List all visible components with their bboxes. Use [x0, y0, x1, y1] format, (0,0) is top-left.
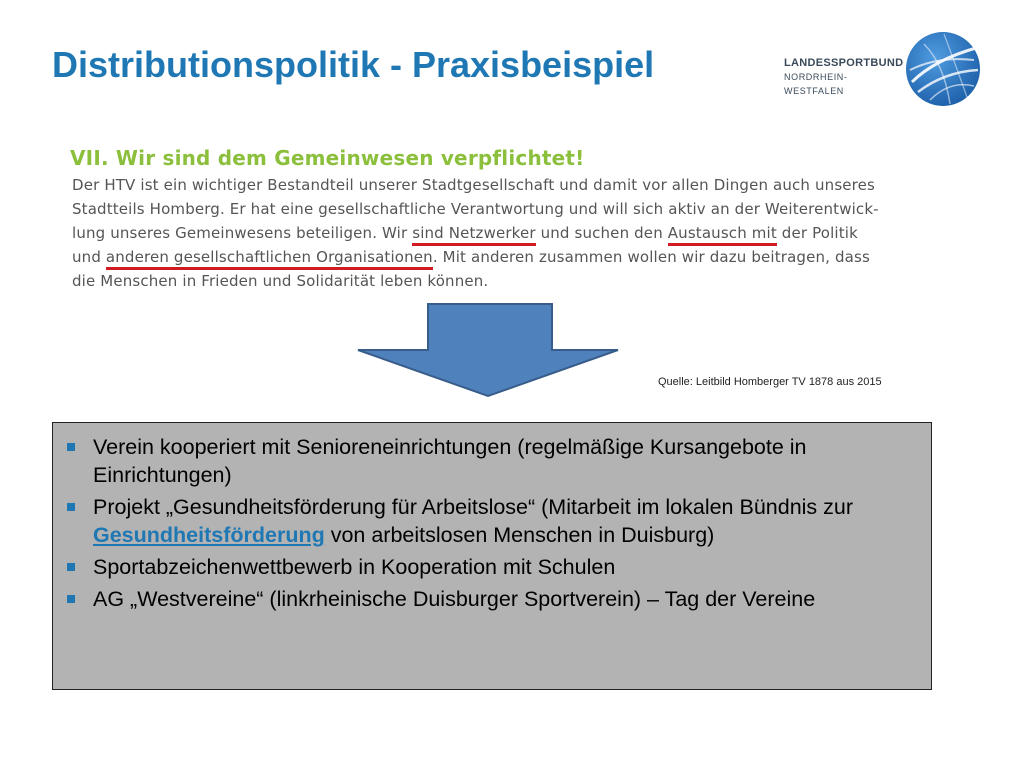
slide-title: Distributionspolitik - Praxisbeispiel [52, 44, 655, 85]
bullet-item [67, 433, 919, 489]
excerpt-text: . Mit anderen zusammen wollen wir dazu beitragen, dass [432, 248, 870, 266]
excerpt-text: lung unseres Gemeinwesens beteiligen. Wir [72, 224, 413, 242]
excerpt-line-2: Stadtteils Homberg. Er hat eine gesellschaftliche Verantwortung und will sich aktiv an der Weiterentwick- [72, 200, 879, 218]
underlined-phrase-organisationen: anderen gesellschaftlichen Organisationen [106, 248, 433, 270]
source-caption: Quelle: Leitbild Homberger TV 1878 aus 2015 [658, 376, 882, 388]
bullet-item [67, 585, 919, 613]
excerpt-text: und [72, 248, 106, 266]
logo-line-2: NORDRHEIN-WESTFALEN [784, 72, 848, 96]
underlined-phrase-austausch: Austausch mit [668, 224, 777, 246]
bullet-text: Verein kooperiert mit Senioreneinrichtungen (regelmäßige Kursangebote in Einrichtungen) [93, 435, 807, 487]
excerpt-text: und suchen den [535, 224, 668, 242]
bullet-item [67, 553, 919, 581]
excerpt-line-3 [72, 224, 858, 242]
bullet-text: Projekt „Gesundheitsförderung für Arbeitslose“ (Mitarbeit im lokalen Bündnis zur [93, 495, 854, 519]
underlined-phrase-netzwerker: sind Netzwerker [412, 224, 535, 246]
gesundheitsfoerderung-link[interactable]: Gesundheitsförderung [93, 523, 325, 547]
bullet-box [52, 422, 932, 690]
landessportbund-logo-icon [904, 30, 982, 108]
bullet-square-icon [67, 595, 75, 603]
excerpt-line-1: Der HTV ist ein wichtiger Bestandteil unserer Stadtgesellschaft und damit vor allen Dingen auch unseres [72, 176, 875, 194]
logo-text [784, 56, 904, 98]
down-arrow-icon [356, 302, 620, 398]
bullet-text: Sportabzeichenwettbewerb in Kooperation mit Schulen [93, 555, 616, 579]
bullet-item [67, 493, 919, 549]
excerpt-line-4 [72, 248, 870, 266]
excerpt-line-5: die Menschen in Frieden und Solidarität leben können. [72, 272, 489, 290]
leitbild-excerpt [52, 144, 904, 290]
logo-line-1: LANDESSPORTBUND [784, 57, 904, 69]
bullet-square-icon [67, 563, 75, 571]
bullet-text: AG „Westvereine“ (linkrheinische Duisburger Sportverein) – Tag der Vereine [93, 587, 816, 611]
bullet-list [53, 423, 931, 613]
excerpt-heading: VII. Wir sind dem Gemeinwesen verpflichtet! [70, 146, 585, 170]
bullet-text: von arbeitslosen Menschen in Duisburg) [324, 523, 715, 547]
bullet-square-icon [67, 443, 75, 451]
bullet-square-icon [67, 503, 75, 511]
excerpt-text: der Politik [776, 224, 858, 242]
